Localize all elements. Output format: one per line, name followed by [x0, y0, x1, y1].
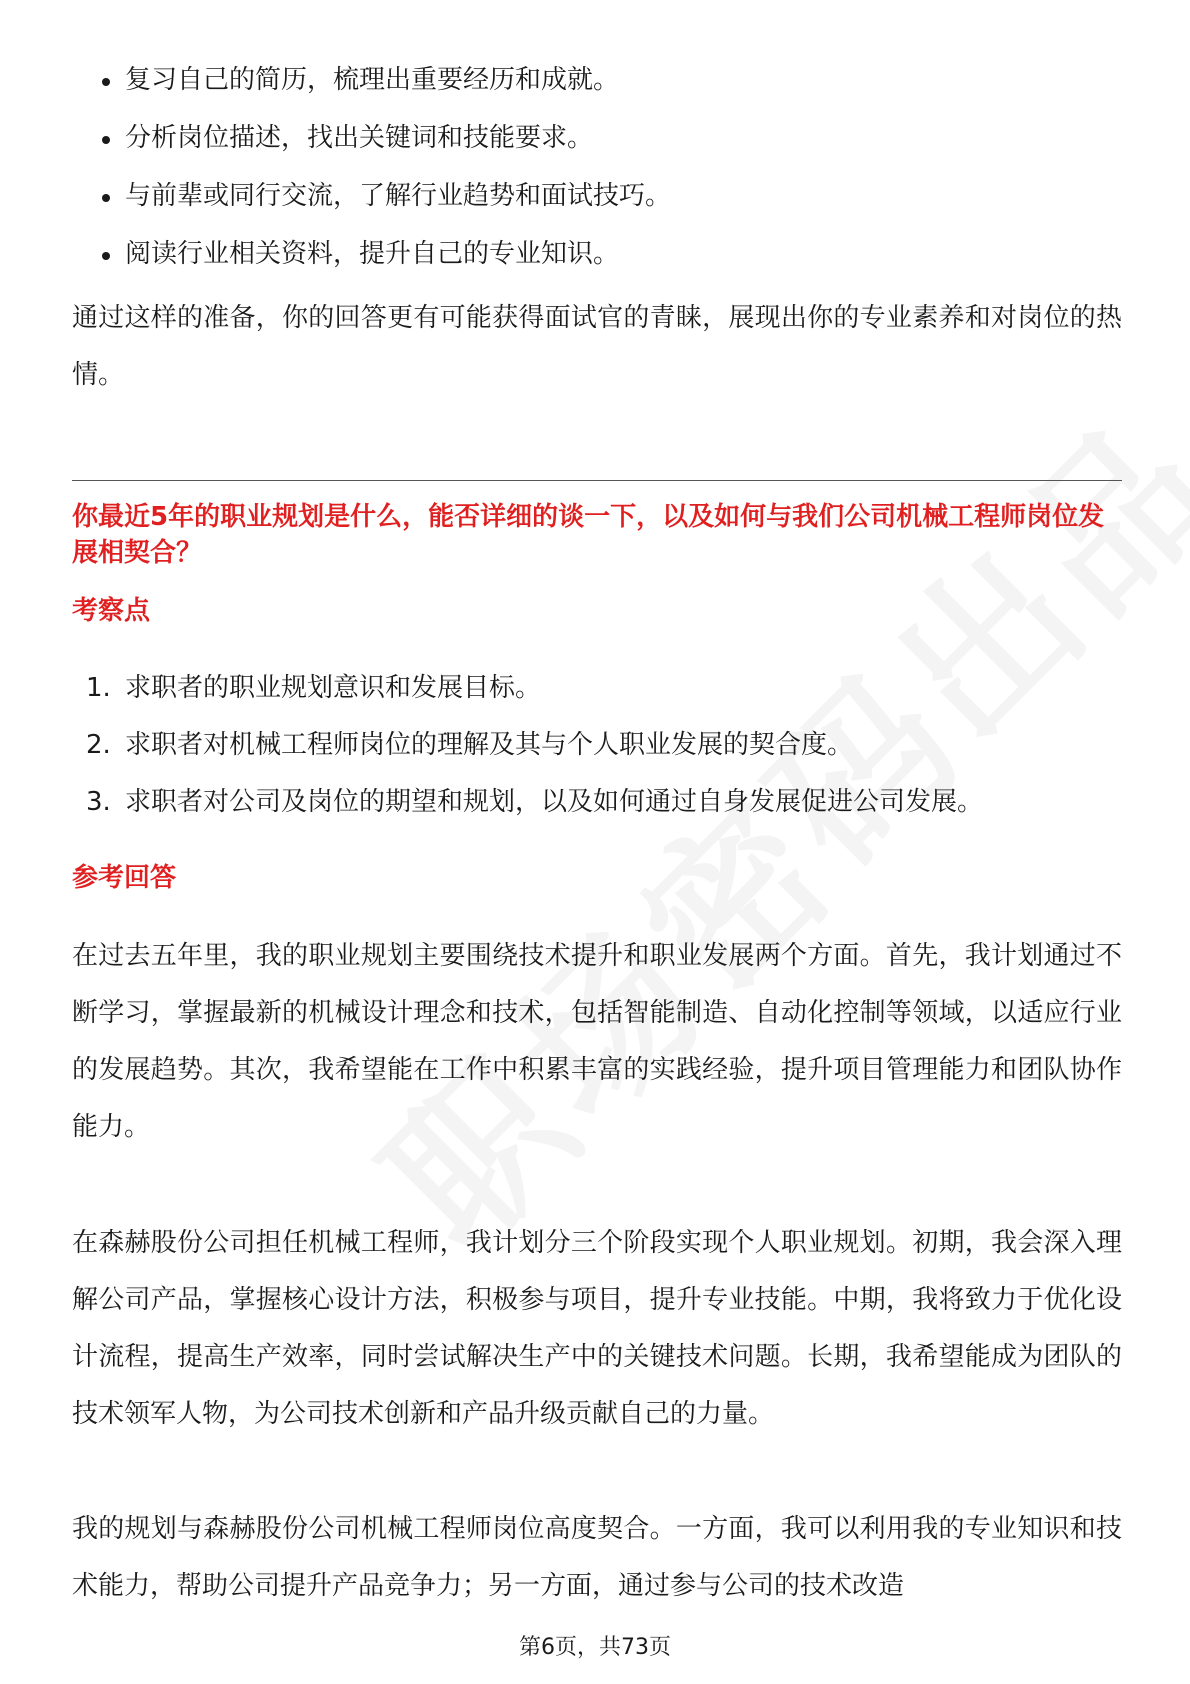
list-number: 2.: [86, 730, 111, 760]
list-text: 求职者的职业规划意识和发展目标。: [125, 673, 542, 703]
answer-paragraph: 在森赫股份公司担任机械工程师，我计划分三个阶段实现个人职业规划。初期，我会深入理解公司产品，掌握核心设计方法，积极参与项目，提升专业技能。中期，我将致力于优化设计流程，提高生产效率，同时尝试解决生产中的关键技术问题。长期，我希望能成为团队的技术领军人物，为公司技术创新和产品升级贡献自己的力量。: [72, 1228, 1122, 1429]
list-number: 3.: [86, 787, 111, 817]
list-item: 与前辈或同行交流，了解行业趋势和面试技巧。: [72, 176, 671, 234]
list-item: 复习自己的简历，梳理出重要经历和成就。: [72, 60, 671, 118]
prep-bullet-list: [72, 60, 671, 292]
list-item: 分析岗位描述，找出关键词和技能要求。: [72, 118, 671, 176]
assessment-title: 考察点: [72, 596, 151, 626]
list-number: 1.: [86, 673, 111, 703]
document-page: [72, 0, 1122, 1684]
list-item: [72, 668, 983, 725]
summary-paragraph: 通过这样的准备，你的回答更有可能获得面试官的青睐，展现出你的专业素养和对岗位的热情。: [72, 303, 1122, 390]
list-item: 阅读行业相关资料，提升自己的专业知识。: [72, 234, 671, 292]
section-divider: [72, 480, 1122, 481]
list-item: [72, 782, 983, 839]
assessment-list: [72, 668, 983, 839]
answer-title: 参考回答: [72, 863, 177, 893]
answer-paragraph: 在过去五年里，我的职业规划主要围绕技术提升和职业发展两个方面。首先，我计划通过不断学习，掌握最新的机械设计理念和技术，包括智能制造、自动化控制等领域，以适应行业的发展趋势。其次，我希望能在工作中积累丰富的实践经验，提升项目管理能力和团队协作能力。: [72, 941, 1122, 1142]
list-text: 求职者对机械工程师岗位的理解及其与个人职业发展的契合度。: [125, 730, 854, 760]
page-number: 第6页，共73页: [519, 1635, 671, 1660]
list-item: [72, 725, 983, 782]
question-heading: 你最近5年的职业规划是什么，能否详细的谈一下，以及如何与我们公司机械工程师岗位发展相契合？: [72, 502, 1105, 568]
answer-paragraph: 我的规划与森赫股份公司机械工程师岗位高度契合。一方面，我可以利用我的专业知识和技术能力，帮助公司提升产品竞争力；另一方面，通过参与公司的技术改造: [72, 1514, 1122, 1601]
list-text: 求职者对公司及岗位的期望和规划，以及如何通过自身发展促进公司发展。: [125, 787, 984, 817]
